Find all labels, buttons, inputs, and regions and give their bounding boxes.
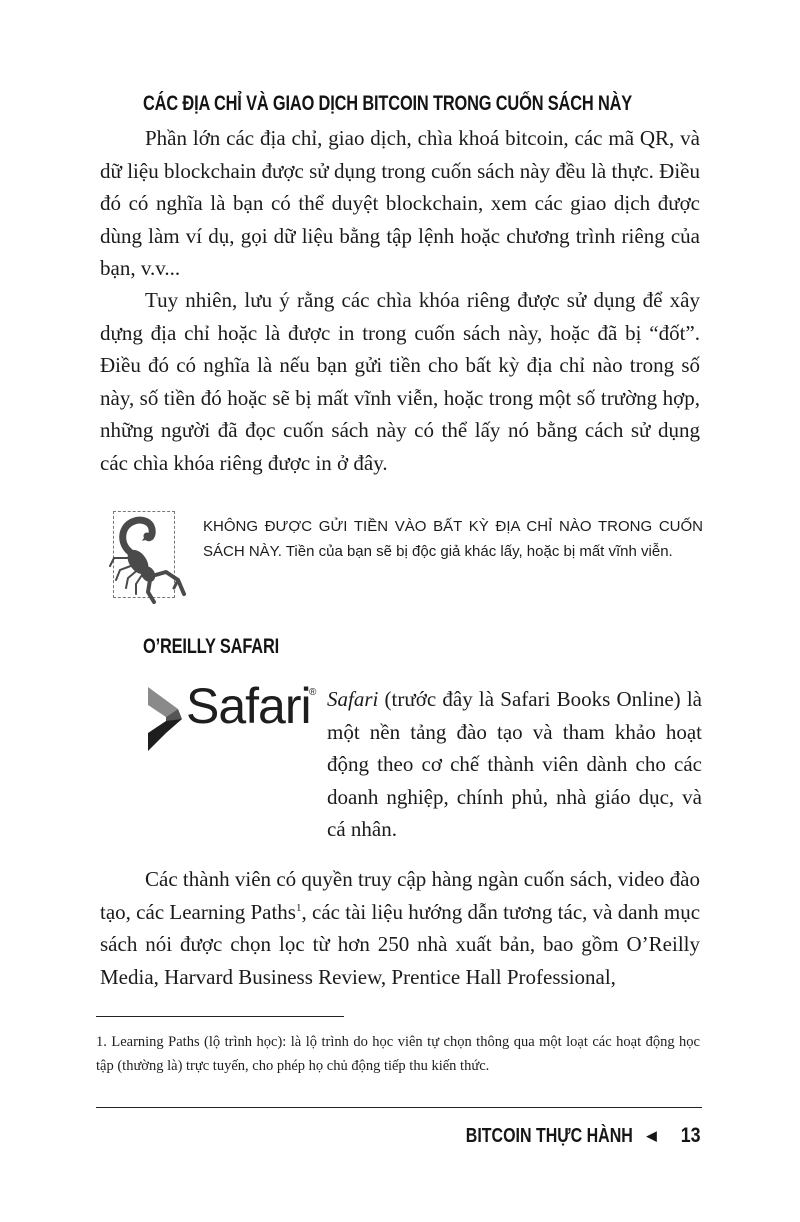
- footer-divider: [96, 1107, 702, 1108]
- paragraph-text: Các thành viên có quyền truy cập hàng ngàn cuốn sách, video đào tạo, các Learning Paths: [100, 867, 700, 924]
- left-arrow-icon: ◀: [646, 1128, 657, 1143]
- paragraph-text: Phần lớn các địa chỉ, giao dịch, chìa khoá bitcoin, các mã QR, và dữ liệu blockchain được sử dụng trong cuốn sách này đều là thực. Điều đó có nghĩa là bạn có thể duyệt blockchain, xem các giao dịch được dùng làm ví dụ, gọi dữ liệu bằng tập lệnh hoặc chương trình riêng của bạn, v.v...: [100, 126, 700, 280]
- page-number: 13: [680, 1124, 701, 1147]
- safari-logo: [146, 678, 321, 755]
- section-heading-oreilly-safari: O’REILLY SAFARI: [143, 635, 280, 658]
- paragraph-real-data: [100, 122, 700, 285]
- registered-mark: ®: [309, 687, 317, 698]
- safari-wordmark: Safari: [186, 678, 311, 734]
- paragraph-text: , các tài liệu hướng dẫn tương tác, và danh mục sách nói được chọn lọc từ hơn 250 nhà xuất bản, bao gồm O’Reilly Media, Harvard Business Review, Prentice Hall Professional,: [100, 899, 701, 989]
- book-title: BITCOIN THỰC HÀNH: [465, 1124, 633, 1147]
- safari-italic: Safari: [327, 687, 379, 711]
- running-footer: [424, 1124, 702, 1148]
- scorpion-icon-graphic: [108, 514, 188, 604]
- paragraph-members-access: [100, 863, 700, 993]
- safari-chevron-icon: [146, 687, 184, 751]
- section-heading-bitcoin-addresses: CÁC ĐỊA CHỈ VÀ GIAO DỊCH BITCOIN TRONG CUỐN SÁCH NÀY: [143, 92, 633, 115]
- warning-note: KHÔNG ĐƯỢC GỬI TIỀN VÀO BẤT KỲ ĐỊA CHỈ NÀO TRONG CUỐN SÁCH NÀY. Tiền của bạn sẽ bị độc giả khác lấy, hoặc bị mất vĩnh viễn.: [203, 518, 703, 560]
- paragraph-text: Tuy nhiên, lưu ý rằng các chìa khóa riêng được sử dụng để xây dựng địa chỉ hoặc là được in trong cuốn sách này, hoặc đã bị “đốt”. Điều đó có nghĩa là nếu bạn gửi tiền cho bất kỳ địa chỉ nào trong số này, số tiền đó hoặc sẽ bị mất vĩnh viễn, hoặc trong một số trường hợp, những người đã đọc cuốn sách này có thể lấy nó bằng cách sử dụng các chìa khóa riêng được in ở đây.: [100, 288, 700, 475]
- footnote-reference[interactable]: 1: [295, 901, 302, 914]
- paragraph-text: (trước đây là Safari Books Online) là một nền tảng đào tạo và tham khảo hoạt động theo cơ chế thành viên dành cho các doanh nghiệp, chính phủ, nhà giáo dục, và cá nhân.: [327, 687, 702, 841]
- paragraph-burned-keys: [100, 284, 700, 479]
- footnote-divider: [96, 1016, 344, 1017]
- footnote-1: 1. Learning Paths (lộ trình học): là lộ trình do học viên tự chọn thông qua một loạt các hoạt động học tập (thường là) trực tuyến, cho phép họ chủ động tiếp thu kiến thức.: [96, 1034, 700, 1074]
- paragraph-safari-intro: [327, 683, 702, 846]
- scorpion-icon: [113, 511, 175, 598]
